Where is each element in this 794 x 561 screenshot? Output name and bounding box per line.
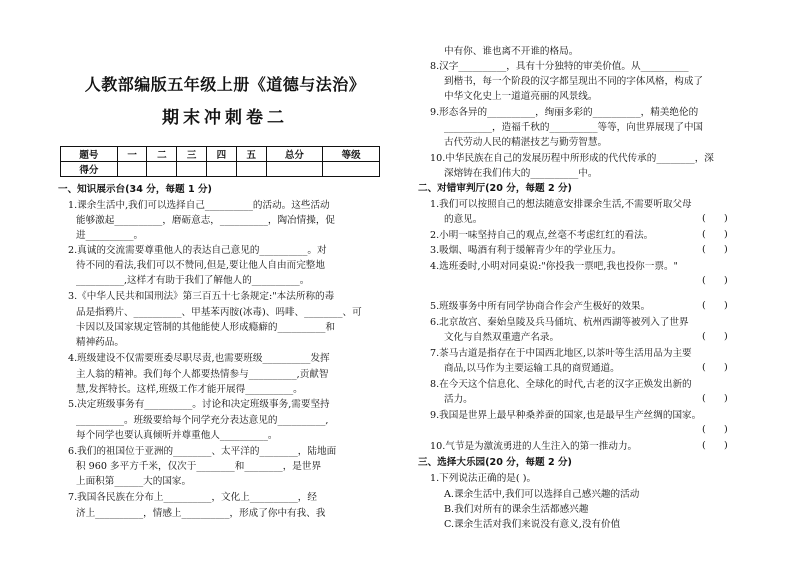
section-heading: 二、对错审判厅(20 分，每题 2 分): [418, 183, 572, 194]
question-line: 能够激起__________，磨砺意志，__________，陶冶情操，促: [76, 215, 336, 226]
score-blank[interactable]: [207, 162, 237, 177]
answer-paren[interactable]: ( ): [702, 424, 728, 435]
question-line: 1.课余生活中,我们可以选择自己__________的活动。这些活动: [68, 200, 330, 211]
score-blank[interactable]: [147, 162, 177, 177]
question-line: 的意见。: [444, 214, 483, 225]
score-table: [60, 146, 380, 177]
answer-paren[interactable]: ( ): [702, 300, 728, 311]
exam-title: 人教部编版五年级上册《道德与法治》: [84, 75, 366, 94]
answer-paren[interactable]: ( ): [702, 213, 728, 224]
question-line: 2.小明一味坚持自己的观点,丝毫不考虑红红的看法。: [430, 230, 654, 241]
question-line: 到楷书，每一个阶段的汉字都呈现出不同的字体风格，构成了: [444, 76, 704, 87]
score-blank[interactable]: [323, 162, 380, 177]
answer-paren[interactable]: ( ): [702, 275, 728, 286]
question-line: 6.北京故宫、秦始皇陵及兵马俑坑、杭州西湖等被列入了世界: [430, 317, 689, 328]
question-line: 主人翁的精神。我们每个人都要热情参与__________,贡献智: [76, 369, 329, 380]
question-line: 中有你、谁也离不开谁的格局。: [444, 46, 579, 57]
score-cell: 等级: [323, 147, 380, 162]
score-cell: 二: [147, 147, 177, 162]
question-line: __________。班级要给每个同学充分表达意见的__________,: [76, 415, 329, 426]
question-line: 1.下列说法正确的是( )。: [430, 473, 537, 484]
answer-paren[interactable]: ( ): [702, 362, 728, 373]
option-line: B.我们对所有的课余生活都感兴趣: [444, 504, 589, 515]
score-blank[interactable]: [236, 162, 266, 177]
question-line: 品是指鸦片、__________、甲基苯丙胺(冰毒)、吗啡、________、可: [76, 307, 362, 318]
score-table-score-row: [61, 162, 380, 177]
score-cell: 五: [236, 147, 266, 162]
question-line: 1.我们可以按照自己的想法随意安排课余生活,不需要听取父母: [430, 199, 692, 210]
question-line: 中华文化史上一道道亮丽的风景线。: [444, 91, 598, 102]
question-line: 2.真诚的交流需要尊重他人的表达自己意见的__________。对: [68, 245, 327, 256]
score-blank[interactable]: [266, 162, 323, 177]
exam-subtitle: 期末冲刺卷二: [162, 108, 288, 128]
question-line: 积 960 多平方千米，仅次于________和________，是世界: [76, 461, 322, 472]
score-row-label: 得分: [61, 162, 118, 177]
question-line: 3.吸烟、喝酒有利于缓解青少年的学业压力。: [430, 245, 622, 256]
question-line: 10.气节是为激流勇进的人生注入的第一推动力。: [430, 441, 638, 452]
score-table-header-row: [61, 147, 380, 162]
question-line: 活力。: [444, 394, 473, 405]
question-line: 古代劳动人民的精湛技艺与勤劳智慧。: [444, 137, 608, 148]
question-line: 卡因以及国家规定管制的其他能使人形成瘾癖的__________和: [76, 322, 336, 333]
question-line: 10.中华民族在自己的发展历程中所形成的代代传承的________，深: [430, 153, 714, 164]
answer-paren[interactable]: ( ): [702, 440, 728, 451]
question-line: 3.《中华人民共和国刑法》第三百五十七条规定:"本法所称的毒: [68, 291, 335, 302]
score-blank[interactable]: [177, 162, 207, 177]
score-cell: 一: [117, 147, 147, 162]
question-line: 进__________。: [76, 230, 144, 241]
score-cell: 四: [207, 147, 237, 162]
question-line: 精神药品。: [76, 337, 124, 348]
question-line: 8.在今天这个信息化、全球化的时代,古老的汉字正焕发出新的: [430, 379, 692, 390]
answer-paren[interactable]: ( ): [702, 244, 728, 255]
question-line: 7.茶马古道是指存在于中国西北地区,以茶叶等生活用品为主要: [430, 348, 692, 359]
question-line: 5.决定班级事务有__________。讨论和决定班级事务,需要坚持: [68, 399, 330, 410]
question-line: 9.我国是世界上最早种桑养蚕的国家,也是最早生产丝绸的国家。: [430, 410, 702, 421]
score-cell: 题号: [61, 147, 118, 162]
question-line: __________,这样才有助于我们了解他人的__________。: [76, 275, 310, 286]
answer-paren[interactable]: ( ): [702, 331, 728, 342]
score-blank[interactable]: [117, 162, 147, 177]
answer-paren[interactable]: ( ): [702, 229, 728, 240]
question-line: 济上__________，情感上__________，形成了你中有我、我: [76, 508, 326, 519]
question-line: 文化与自然双重遗产名录。: [444, 332, 560, 343]
score-cell: 三: [177, 147, 207, 162]
question-line: 7.我国各民族在分布上__________，文化上__________，经: [68, 492, 317, 503]
question-line: 8.汉字__________，具有十分独特的审美价值。从__________: [430, 61, 689, 72]
question-line: 5.班级事务中所有同学协商合作会产生极好的效果。: [430, 301, 651, 312]
answer-paren[interactable]: ( ): [702, 393, 728, 404]
question-line: 9.形态各异的__________，绚丽多彩的__________，精美绝伦的: [430, 107, 699, 118]
question-line: 待不同的看法,我们可以不赞同,但是,要让他人自由而完整地: [76, 260, 325, 271]
question-line: 慧,发挥特长。这样,班级工作才能开展得__________。: [76, 384, 303, 395]
question-line: 6.我们的祖国位于亚洲的________、太平洋的________，陆地面: [68, 446, 337, 457]
question-line: 深熔铸在我们伟大的__________中。: [444, 168, 598, 179]
question-line: 上面积第______大的国家。: [76, 476, 192, 487]
section-heading: 三、选择大乐园(20 分，每题 2 分): [418, 457, 572, 468]
question-line: 4.班级建设不仅需要班委尽职尽责,也需要班级__________发挥: [68, 353, 330, 364]
option-line: C.课余生活对我们来说没有意义,没有价值: [444, 519, 621, 530]
question-line: 每个同学也要认真倾听并尊重他人__________。: [76, 430, 278, 441]
question-line: 商品,以马作为主要运输工具的商贸通道。: [444, 363, 620, 374]
question-line: 4.选班委时,小明对同桌说:"你投我一票吧,我也投你一票。": [430, 261, 678, 272]
score-cell: 总分: [266, 147, 323, 162]
section-heading: 一、知识展示台(34 分，每题 1 分): [58, 184, 212, 195]
question-line: __________，造福千秋的__________等等，向世界展现了中国: [444, 122, 704, 133]
option-line: A.课余生活中,我们可以选择自己感兴趣的活动: [444, 489, 640, 500]
